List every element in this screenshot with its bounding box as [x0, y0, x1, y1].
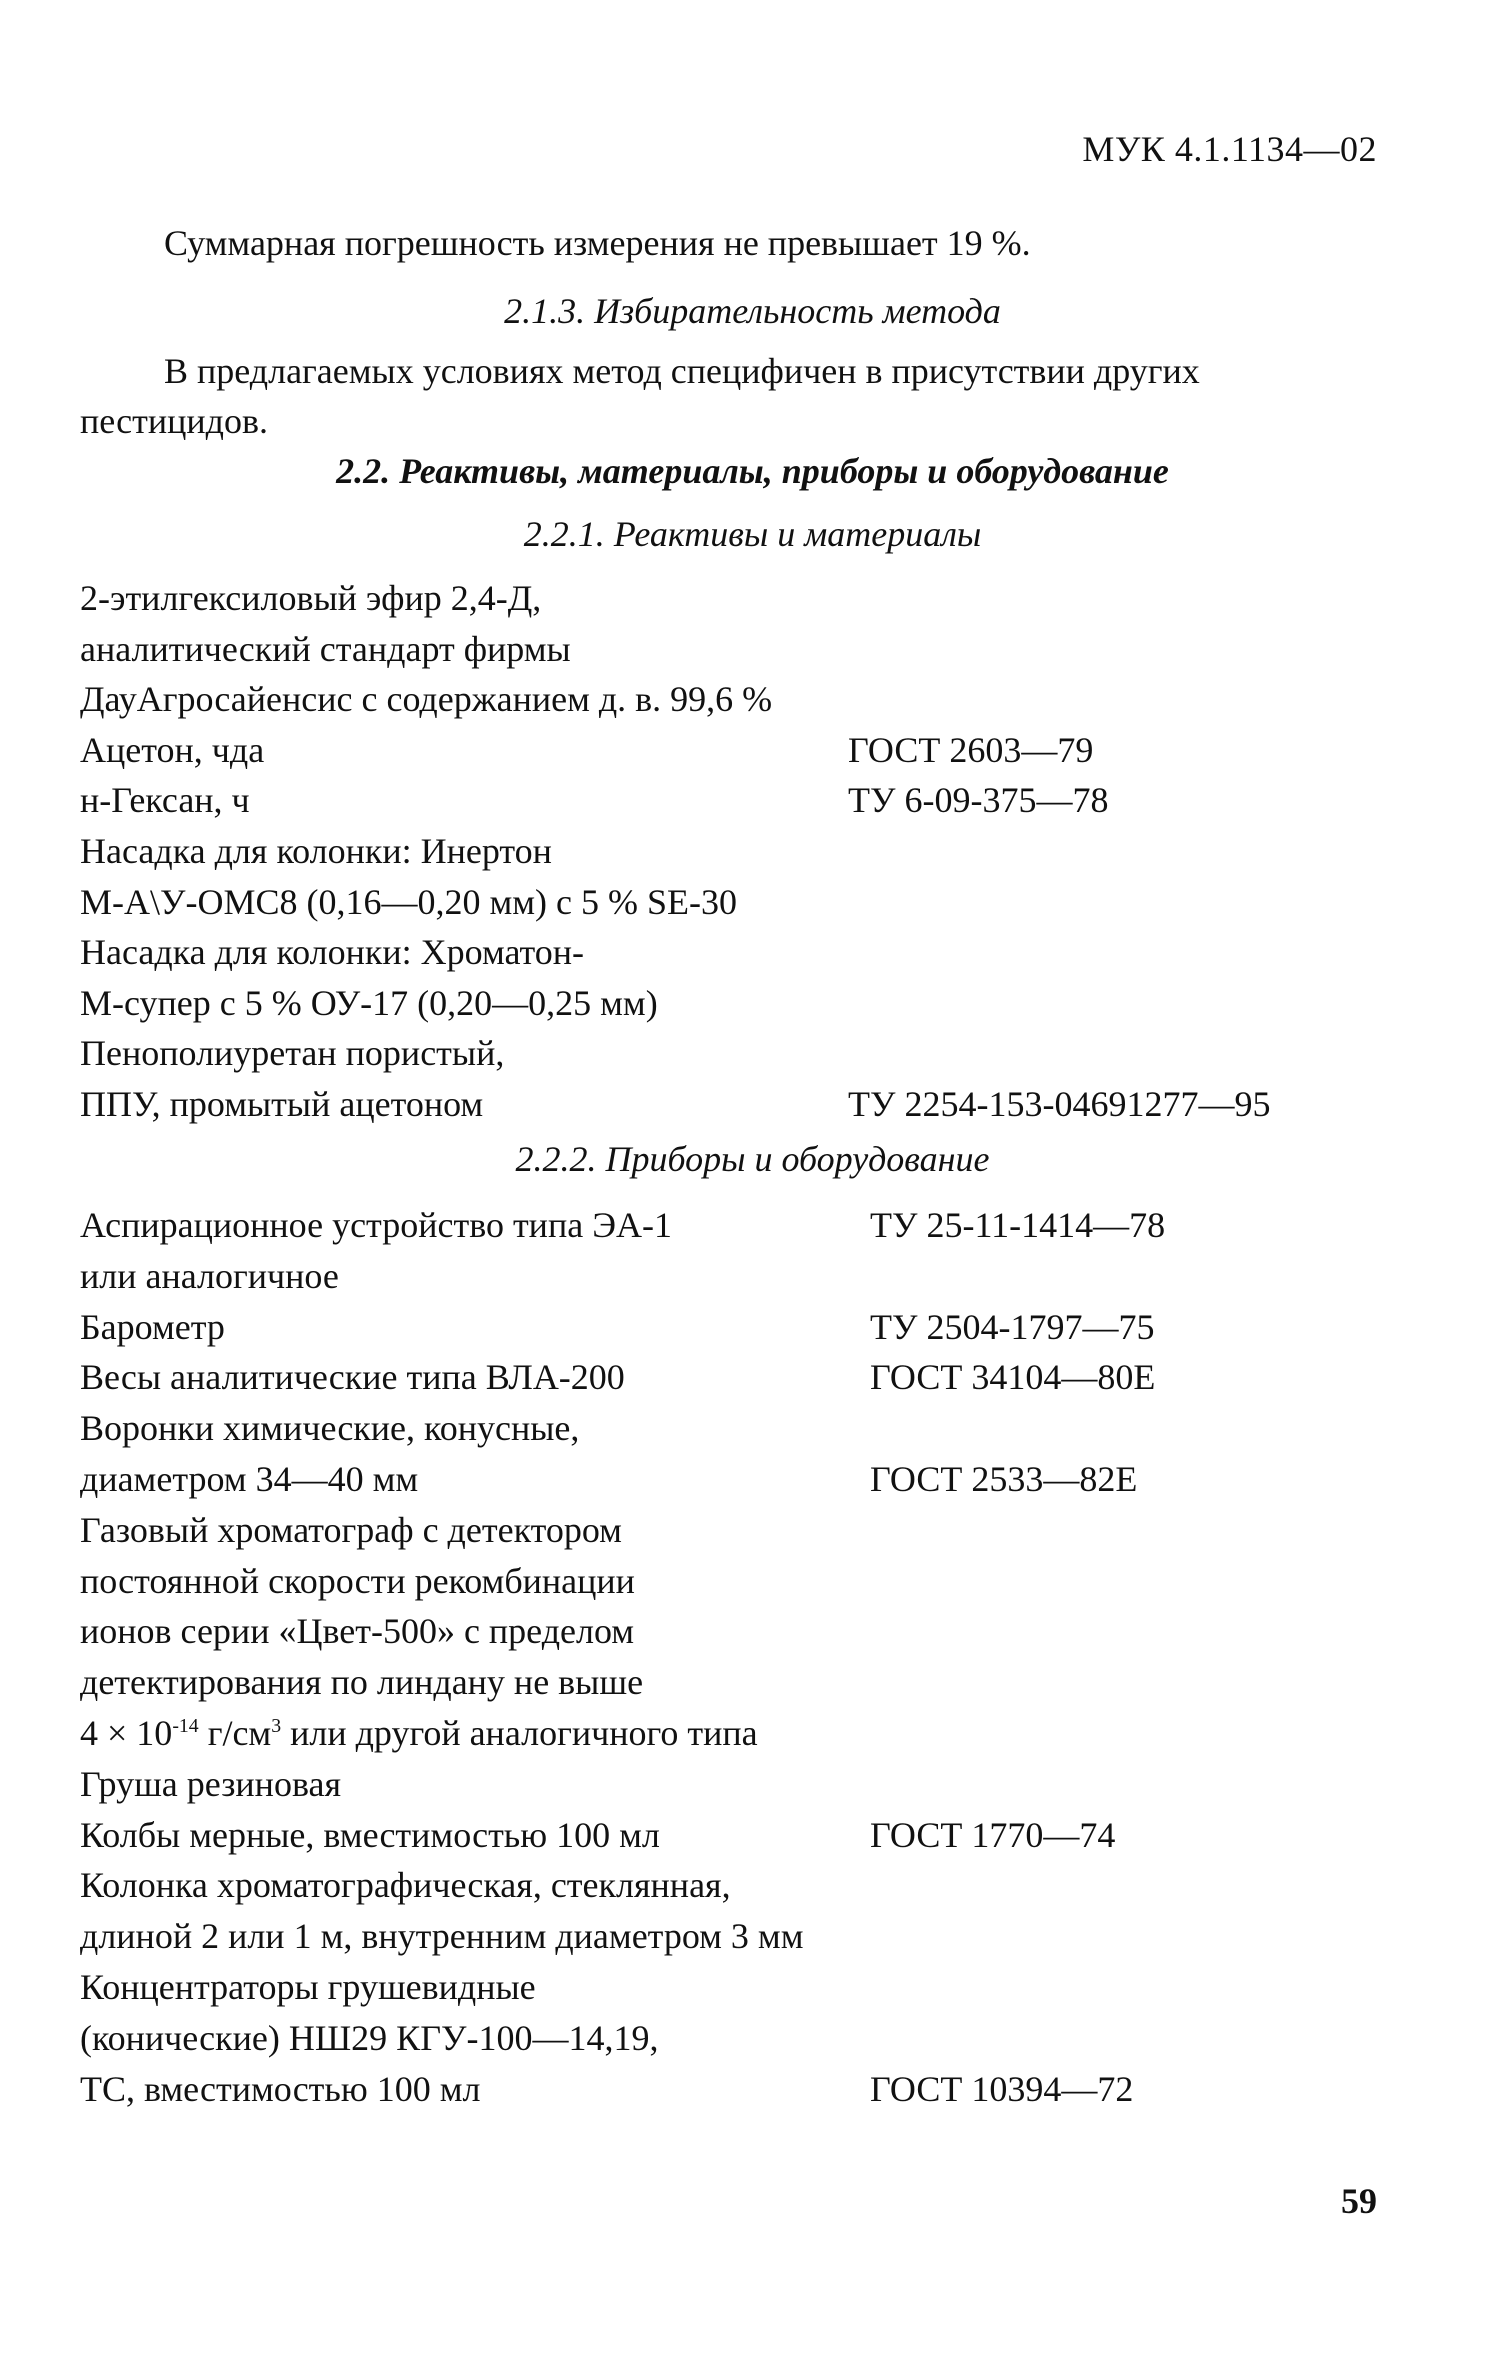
item-standard: ГОСТ 1770—74 [870, 1814, 1116, 1855]
reagents-heading: 2.2.1. Реактивы и материалы [523, 514, 982, 554]
reagents-list [80, 573, 1380, 1130]
list-item [80, 775, 1380, 826]
item-standard: ГОСТ 2603—79 [848, 729, 1094, 770]
list-item [80, 1708, 1380, 1759]
list-item [80, 2064, 1380, 2115]
item-name: ионов серии «Цвет-500» с пределом [80, 1611, 635, 1652]
list-item [80, 978, 1380, 1029]
list-item [80, 624, 1380, 675]
detection-limit-suffix: или другой аналогичного типа [281, 1712, 758, 1753]
list-item [80, 826, 1380, 877]
item-name: Аспирационное устройство типа ЭА-1 [80, 1205, 672, 1245]
item-name: Колбы мерные, вместимостью 100 мл [80, 1814, 660, 1855]
item-name: 2-этилгексиловый эфир 2,4-Д, [80, 578, 542, 618]
list-item [80, 1079, 1380, 1130]
item-name: Груша резиновая [80, 1763, 341, 1804]
detection-limit-prefix: 4 × 10 [80, 1712, 173, 1753]
item-name: Насадка для колонки: Инертон [80, 830, 552, 871]
item-name: ДауАгросайенсис с содержанием д. в. 99,6 % [80, 679, 773, 720]
list-item [80, 1028, 1380, 1079]
list-item [80, 1911, 1380, 1962]
list-item [80, 1505, 1380, 1556]
detection-limit-line [80, 1708, 758, 1759]
error-sentence: Суммарная погрешность измерения не превышает 19 %. [164, 223, 1031, 263]
list-item [80, 1657, 1380, 1708]
item-standard: ТУ 2504-1797—75 [870, 1306, 1155, 1347]
item-name: Воронки химические, конусные, [80, 1408, 580, 1449]
list-item [80, 1759, 1380, 1810]
list-item [80, 1606, 1380, 1657]
item-standard: ТУ 25-11-1414—78 [870, 1205, 1166, 1245]
list-item [80, 1403, 1380, 1454]
list-item [80, 1962, 1380, 2013]
item-name: Весы аналитические типа ВЛА-200 [80, 1357, 625, 1398]
unit-exponent: 3 [271, 1714, 282, 1737]
list-item [80, 1302, 1380, 1353]
equipment-list [80, 1200, 1380, 2114]
item-name: ТС, вместимостью 100 мл [80, 2068, 481, 2109]
item-name: Насадка для колонки: Хроматон- [80, 932, 585, 973]
list-item [80, 927, 1380, 978]
list-item [80, 1454, 1380, 1505]
item-standard: ГОСТ 2533—82Е [870, 1458, 1138, 1499]
item-name: Концентраторы грушевидные [80, 1966, 536, 2007]
list-item [80, 2013, 1380, 2064]
item-name: длиной 2 или 1 м, внутренним диаметром 3 мм [80, 1916, 804, 1957]
item-name: н-Гексан, ч [80, 780, 250, 821]
selectivity-heading: 2.1.3. Избирательность метода [504, 291, 1001, 331]
page-number: 59 [1341, 2181, 1377, 2221]
item-name: М-супер с 5 % ОУ-17 (0,20—0,25 мм) [80, 982, 658, 1023]
item-standard: ГОСТ 10394—72 [870, 2068, 1134, 2109]
item-standard: ТУ 6-09-375—78 [848, 780, 1109, 821]
item-name: Барометр [80, 1306, 225, 1347]
item-name: или аналогичное [80, 1255, 339, 1296]
item-name: Пенополиуретан пористый, [80, 1033, 505, 1074]
list-item [80, 1860, 1380, 1911]
item-name: Колонка хроматографическая, стеклянная, [80, 1865, 731, 1906]
document-code: МУК 4.1.1134—02 [1082, 129, 1377, 169]
section-heading: 2.2. Реактивы, материалы, приборы и оборудование [336, 451, 1169, 491]
detection-limit-unit: г/см [198, 1712, 272, 1753]
list-item [80, 674, 1380, 725]
list-item [80, 1556, 1380, 1607]
item-name: диаметром 34—40 мм [80, 1458, 419, 1499]
list-item [80, 573, 1380, 624]
item-name: аналитический стандарт фирмы [80, 628, 571, 669]
list-item [80, 877, 1380, 928]
list-item [80, 725, 1380, 776]
item-name: М-А\У-ОМС8 (0,16—0,20 мм) с 5 % SE-30 [80, 881, 737, 922]
detection-limit-exponent: -14 [172, 1714, 199, 1737]
list-item [80, 1200, 1380, 1251]
item-name: (конические) НШ29 КГУ-100—14,19, [80, 2017, 659, 2058]
item-name: постоянной скорости рекомбинации [80, 1560, 635, 1601]
list-item [80, 1251, 1380, 1302]
selectivity-text: В предлагаемых условиях метод специфичен в присутствии других пестицидов. [80, 351, 1200, 441]
list-item [80, 1810, 1380, 1861]
item-name: ППУ, промытый ацетоном [80, 1083, 484, 1124]
list-item [80, 1352, 1380, 1403]
item-name: детектирования по линдану не выше [80, 1662, 644, 1703]
item-name: Ацетон, чда [80, 729, 265, 770]
item-standard: ТУ 2254-153-04691277—95 [848, 1083, 1271, 1124]
item-standard: ГОСТ 34104—80Е [870, 1357, 1156, 1398]
equipment-heading: 2.2.2. Приборы и оборудование [515, 1139, 990, 1179]
item-name: Газовый хроматограф с детектором [80, 1509, 622, 1550]
